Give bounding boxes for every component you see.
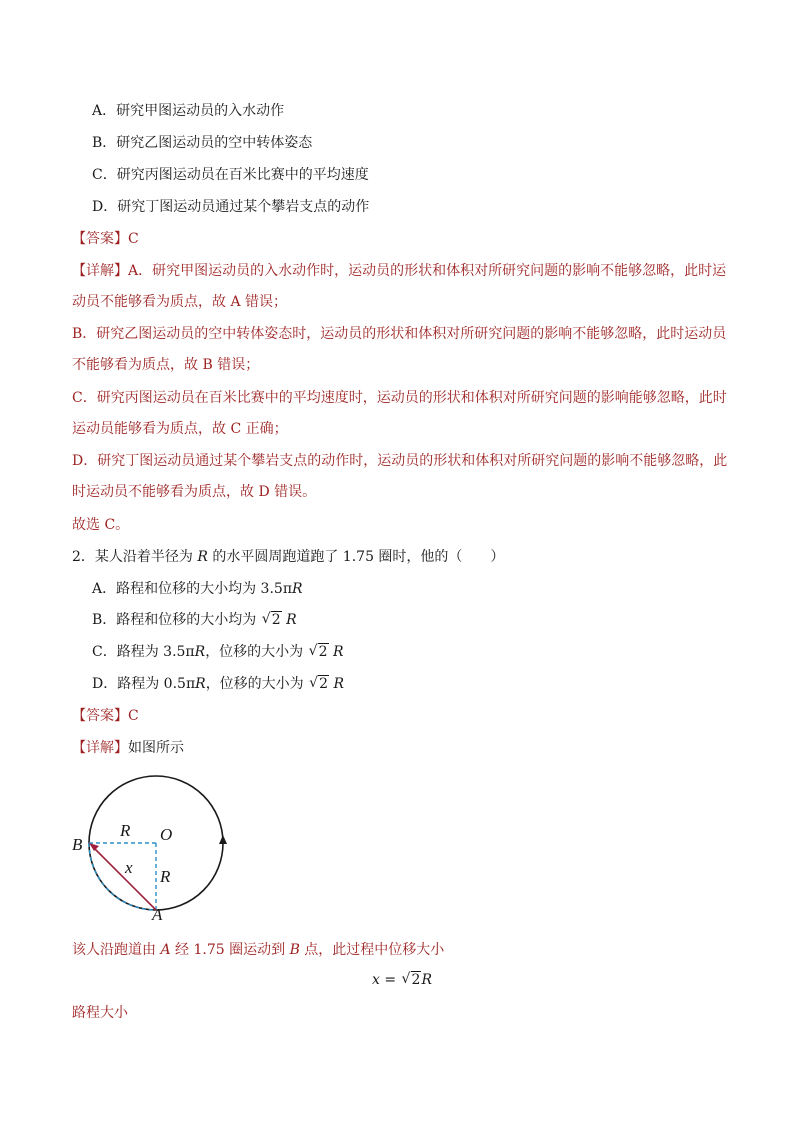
label-r-top: R — [120, 821, 131, 840]
answer-tag: 【答案】 — [72, 708, 128, 724]
q2-option-a — [92, 579, 303, 599]
stem-suffix: 的水平圆周跑道跑了 1.75 圈时，他的（ ） — [207, 549, 505, 565]
sqrt-value: 2 — [411, 972, 421, 988]
sqrt-symbol — [263, 610, 282, 630]
sqrt-symbol — [403, 970, 422, 990]
option-text: C．路程为 3.5π — [92, 644, 195, 660]
detail-tag: 【详解】 — [72, 740, 128, 756]
q1-detail-line-4: 不能够看为质点，故 B 错误； — [72, 357, 260, 373]
option-mid: ，位移的大小为 — [205, 676, 309, 692]
answer-value: C — [128, 231, 139, 247]
explain-prefix: 该人沿跑道由 — [72, 942, 161, 958]
q2-detail — [72, 738, 184, 758]
q2-option-d — [92, 674, 344, 694]
q1-answer — [72, 229, 139, 249]
option-var2: R — [333, 676, 345, 692]
explain-mid: 经 1.75 圈运动到 — [170, 942, 290, 958]
formula-var: R — [421, 972, 433, 988]
q1-option-b: B．研究乙图运动员的空中转体姿态 — [92, 135, 313, 151]
detail-text: 如图所示 — [128, 740, 184, 756]
option-var: R — [286, 612, 297, 628]
stem-prefix: 2．某人沿着半径为 — [72, 549, 198, 565]
displacement-formula — [372, 970, 432, 990]
q1-detail-line-3: B．研究乙图运动员的空中转体姿态时，运动员的形状和体积对所研究问题的影响不能够忽略，此时运动员 — [72, 326, 727, 342]
option-text: D．路程为 0.5π — [92, 676, 196, 692]
label-r-right: R — [160, 867, 171, 886]
q2-option-c — [92, 642, 344, 662]
formula-eq: = — [379, 972, 401, 988]
q2-explain — [72, 940, 444, 960]
q1-option-d: D．研究丁图运动员通过某个攀岩支点的动作 — [92, 199, 370, 215]
direction-arrow-icon — [219, 835, 227, 844]
label-o: O — [160, 825, 173, 844]
option-var: R — [194, 644, 206, 660]
option-mid: ，位移的大小为 — [205, 644, 308, 660]
q1-conclusion: 故选 C。 — [72, 517, 130, 533]
explain-var-a: A — [160, 942, 171, 958]
sqrt-value: 2 — [318, 644, 328, 660]
detail-text: A．研究甲图运动员的入水动作时，运动员的形状和体积对所研究问题的影响不能够忽略，此时运 — [128, 263, 727, 279]
circle-diagram — [70, 772, 250, 922]
option-var: R — [292, 581, 303, 597]
sqrt-symbol — [310, 674, 329, 694]
q1-detail-line-5: C．研究丙图运动员在百米比赛中的平均速度时，运动员的形状和体积对所研究问题的影响能够忽略，此时 — [72, 390, 727, 406]
option-text: A．路程和位移的大小均为 3.5π — [92, 581, 293, 597]
label-b: B — [72, 835, 83, 854]
option-var2: R — [333, 644, 344, 660]
q1-detail-line-2: 动员不能够看为质点，故 A 错误； — [72, 294, 288, 310]
q1-detail-line-8: 时运动员不能够看为质点，故 D 错误。 — [72, 484, 317, 500]
stem-var: R — [197, 549, 208, 565]
sqrt-symbol — [310, 642, 329, 662]
q2-stem — [72, 547, 504, 567]
detail-tag: 【详解】 — [72, 263, 128, 279]
q2-option-b — [92, 610, 297, 630]
answer-value: C — [128, 708, 139, 724]
option-var: R — [195, 676, 206, 692]
sqrt-value: 2 — [319, 676, 329, 692]
q1-option-c: C．研究丙图运动员在百米比赛中的平均速度 — [92, 167, 369, 183]
sqrt-value: 2 — [271, 612, 281, 628]
label-x: x — [125, 858, 133, 877]
displacement-arrowhead — [89, 843, 99, 851]
explain-var-b: B — [289, 942, 300, 958]
formula-lhs: x — [372, 972, 380, 988]
label-a: A — [152, 905, 163, 922]
q1-detail-line-7: D．研究丁图运动员通过某个攀岩支点的动作时，运动员的形状和体积对所研究问题的影响不能够忽略，此 — [72, 453, 728, 469]
q2-path-label: 路程大小 — [72, 1005, 128, 1021]
option-text: B．路程和位移的大小均为 — [92, 612, 261, 628]
q1-option-a: A．研究甲图运动员的入水动作 — [92, 103, 285, 119]
answer-tag: 【答案】 — [72, 231, 128, 247]
q1-detail-line-6: 运动员能够看为质点，故 C 正确； — [72, 421, 288, 437]
explain-suffix: 点，此过程中位移大小 — [299, 942, 445, 958]
q2-answer — [72, 706, 139, 726]
q1-detail-line-1 — [72, 261, 726, 281]
